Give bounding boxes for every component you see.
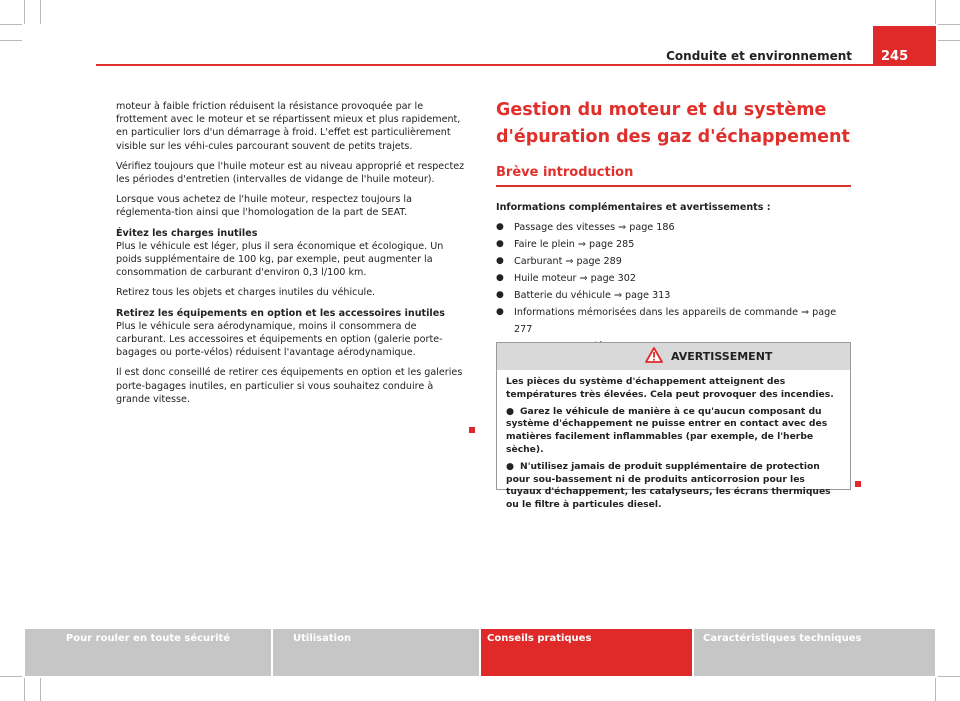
list-item[interactable]: [496, 270, 856, 287]
warning-body: [497, 370, 850, 512]
warning-bullet: [506, 406, 841, 457]
list-item[interactable]: [496, 236, 856, 253]
info-title: Informations complémentaires et avertissements :: [496, 202, 771, 213]
paragraph: Retirez tous les objets et charges inutiles du véhicule.: [116, 287, 376, 299]
section-subheading: Brève introduction: [496, 165, 634, 180]
warning-header: [497, 343, 850, 370]
paragraph: Vérifiez toujours que l'huile moteur est au niveau approprié et respectez les périodes d'entretien (intervalles de vidange de l'huile moteur).: [116, 160, 465, 186]
bullet-icon: ●: [506, 460, 515, 472]
section-end-marker: [855, 481, 861, 487]
crop-mark: [24, 0, 25, 24]
warning-bullet: [506, 461, 841, 512]
list-item[interactable]: [496, 219, 856, 236]
crop-mark: [935, 0, 936, 24]
warning-bullet-text: N'utilisez jamais de produit supplémentaire de protection pour sou-bassement ni de produits anticorrosion pour les tuyaux d'échappement, les catalyseurs, les écrans thermiques ou le filtre à particules diesel.: [506, 460, 831, 511]
footer-tab-safety[interactable]: Pour rouler en toute sécurité: [25, 629, 271, 676]
header-rule: [96, 64, 936, 66]
bullet-icon: ●: [496, 256, 504, 266]
right-column: [496, 97, 856, 355]
warning-bullet-text: Garez le véhicule de manière à ce qu'aucun composant du système d'échappement ne puisse entrer en contact avec des matières facilement inflammables (par exemple, de l'herbe sèche).: [506, 405, 828, 455]
crop-mark: [40, 678, 41, 701]
warning-triangle-icon: [645, 347, 663, 367]
bullet-icon: ●: [496, 290, 504, 300]
list-item[interactable]: [496, 287, 856, 304]
list-item-text: Passage des vitesses ⇒ page 186: [514, 222, 675, 233]
list-item-text: Faire le plein ⇒ page 285: [514, 239, 635, 250]
warning-box: [496, 342, 851, 511]
crop-mark: [935, 678, 936, 701]
paragraph: Plus le véhicule est léger, plus il sera économique et écologique. Un poids supplémentaire de 100 kg, par exemple, peut augmenter la consommation de carburant d'environ 0,3 l/100 km.: [116, 240, 444, 279]
subheading: Évitez les charges inutiles: [116, 227, 258, 239]
subheading: Retirez les équipements en option et les accessoires inutiles: [116, 307, 445, 319]
footer-tab-practical-tips[interactable]: Conseils pratiques: [481, 629, 692, 676]
reference-list: [496, 219, 856, 355]
crop-mark: [0, 40, 22, 41]
section-heading: Gestion du moteur et du système d'épuration des gaz d'échappement: [496, 100, 850, 147]
crop-mark: [938, 40, 960, 41]
bullet-icon: ●: [496, 222, 504, 232]
footer-tab-usage[interactable]: Utilisation: [273, 629, 479, 676]
bullet-icon: ●: [506, 405, 515, 417]
list-item-text: Carburant ⇒ page 289: [514, 256, 622, 267]
paragraph: Il est donc conseillé de retirer ces équipements en option et les galeries porte-bagages inutiles, en particulier si vous souhaitez conduire à grande vitesse.: [116, 367, 463, 405]
left-column: [116, 100, 466, 413]
crop-mark: [0, 676, 22, 677]
bullet-icon: ●: [496, 307, 504, 317]
crop-mark: [24, 678, 25, 701]
list-item-text: Huile moteur ⇒ page 302: [514, 273, 636, 284]
paragraph: Lorsque vous achetez de l'huile moteur, respectez toujours la réglementa-tion ainsi que l'homologation de la part de SEAT.: [116, 194, 412, 219]
bullet-icon: ●: [496, 239, 504, 249]
list-item-text: Informations mémorisées dans les appareils de commande ⇒ page 277: [514, 307, 837, 335]
header-title: Conduite et environnement: [666, 49, 852, 63]
paragraph: moteur à faible friction réduisent la résistance provoquée par le frottement avec le moteur et se répartissent mieux et plus rapidement, en particulier lors d'un démarrage à froid. L'effet est particulièrement visible sur les véhi-cules parcourant souvent de petits trajets.: [116, 101, 461, 152]
subheading-rule: [496, 185, 851, 187]
list-item-text: Batterie du véhicule ⇒ page 313: [514, 290, 671, 301]
bullet-icon: ●: [496, 273, 504, 283]
crop-mark: [40, 0, 41, 24]
crop-mark: [938, 676, 960, 677]
warning-title: AVERTISSEMENT: [671, 350, 773, 363]
paragraph: Plus le véhicule sera aérodynamique, moins il consommera de carburant. Les accessoires et équipements en option (galerie porte-bagages ou porte-vélos) réduisent l'avantage aérodynamique.: [116, 320, 443, 359]
section-end-marker: [469, 427, 475, 433]
footer-tab-technical-data[interactable]: Caractéristiques techniques: [694, 629, 935, 676]
list-item[interactable]: [496, 304, 856, 338]
warning-intro: Les pièces du système d'échappement atteignent des températures très élevées. Cela peut provoquer des incendies.: [506, 376, 834, 400]
crop-mark: [938, 24, 960, 25]
crop-mark: [0, 24, 22, 25]
page-number: 245: [873, 26, 936, 66]
list-item[interactable]: [496, 253, 856, 270]
